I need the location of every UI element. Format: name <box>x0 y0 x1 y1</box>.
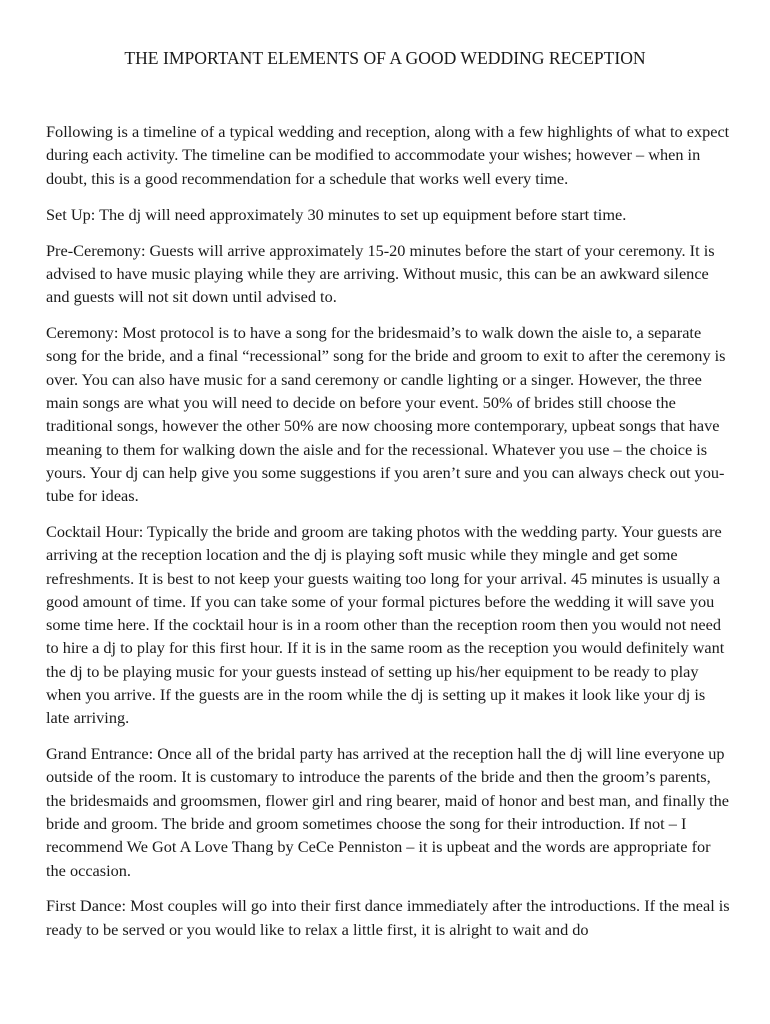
paragraph-set-up: Set Up: The dj will need approximately 30 minutes to set up equipment before start time. <box>46 204 627 224</box>
paragraph-cocktail-hour: Cocktail Hour: Typically the bride and groom are taking photos with the wedding party. Your guests are arriving at the reception location and the dj is playing soft music while they mingle and get some refreshments. It is best to not keep your guests waiting too long for your arrival. 45 minutes is usually a good amount of time. If you can take some of your formal pictures before the wedding it will save you some time here. If the cocktail hour is in a room other than the reception room then you would not need to hire a dj to play for this first hour. If it is in the same room as the reception you would definitely want the dj to be playing music for your guests instead of setting up his/her equipment to be ready to play when you arrive. If the guests are in the room while the dj is setting up it makes it look like your dj is late arriving. <box>46 521 725 728</box>
paragraph-ceremony: Ceremony: Most protocol is to have a song for the bridesmaid’s to walk down the aisle to, a separate song for the bride, and a final “recessional” song for the bride and groom to exit to after the ceremony is over. You can also have music for a sand ceremony or candle lighting or a singer. However, the three main songs are what you will need to decide on before your event. 50% of brides still choose the traditional songs, however the other 50% are now choosing more contemporary, upbeat songs that have meaning to them for walking down the aisle and for the recessional. Whatever you use – the choice is yours. Your dj can help give you some suggestions if you aren’t sure and you can always check out you-tube for ideas. <box>46 323 726 506</box>
document-body <box>46 120 730 954</box>
paragraph-grand-entrance: Grand Entrance: Once all of the bridal party has arrived at the reception hall the dj will line everyone up outside of the room. It is customary to introduce the parents of the bride and then the groom’s parents, the bridesmaids and groomsmen, flower girl and ring bearer, maid of honor and best man, and finally the bride and groom. The bride and groom sometimes choose the song for their introduction. If not – I recommend We Got A Love Thang by CeCe Penniston – it is upbeat and the words are appropriate for the occasion. <box>46 744 729 880</box>
paragraph-intro: Following is a timeline of a typical wedding and reception, along with a few highlights of what to expect during each activity. The timeline can be modified to accommodate your wishes; however – when in doubt, this is a good recommendation for a schedule that works well every time. <box>46 122 730 188</box>
paragraph-first-dance: First Dance: Most couples will go into their first dance immediately after the introductions. If the meal is ready to be served or you would like to relax a little first, it is alright to wait and do <box>46 896 730 939</box>
paragraph-pre-ceremony: Pre-Ceremony: Guests will arrive approximately 15-20 minutes before the start of your ceremony. It is advised to have music playing while they are arriving. Without music, this can be an awkward silence and guests will not sit down until advised to. <box>46 240 715 307</box>
document-title: THE IMPORTANT ELEMENTS OF A GOOD WEDDING RECEPTION <box>124 48 646 68</box>
